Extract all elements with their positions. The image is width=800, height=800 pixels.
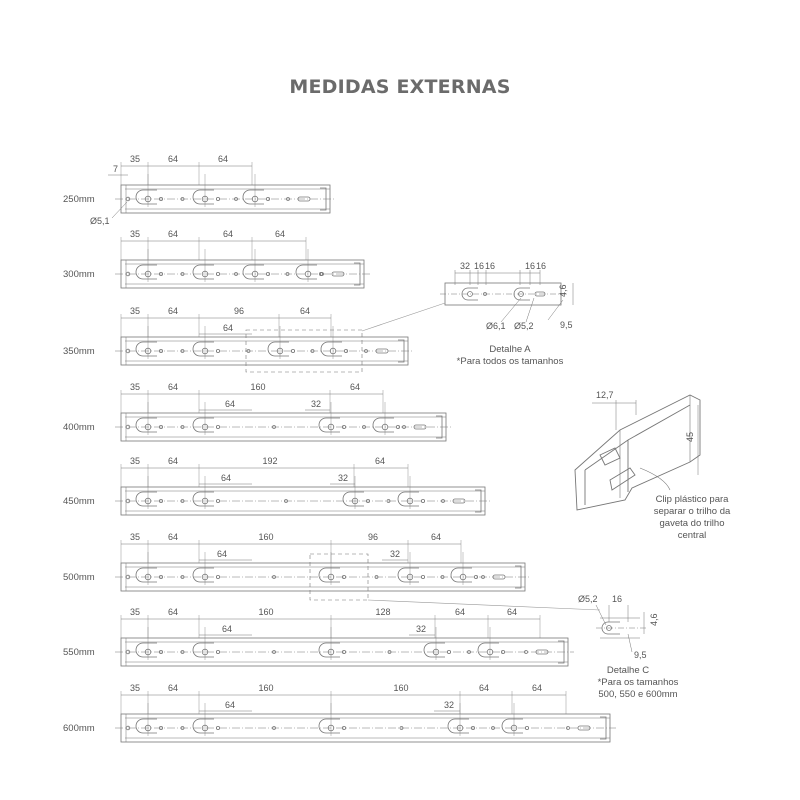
profile-dim-127: 12,7 xyxy=(596,390,614,400)
detail-a-hole-52: Ø5,2 xyxy=(514,321,534,331)
rail-dim-label: 35 xyxy=(129,607,141,617)
profile-caption-3: gaveta do trilho xyxy=(659,518,725,529)
rail-300mm xyxy=(115,237,370,288)
rail-size-label: 550mm xyxy=(63,647,95,658)
rail-dim-label: 35 xyxy=(129,382,141,392)
detail-c-leader-2 xyxy=(628,634,632,652)
clip-leader xyxy=(640,468,670,490)
detail-a-dim-95: 9,5 xyxy=(560,320,573,330)
rail-subdim-label: 32 xyxy=(389,549,401,559)
detail-c-note-1: *Para os tamanhos xyxy=(597,677,679,688)
rail-dim-label: 160 xyxy=(250,382,266,392)
detail-a-dim-16c: 16 xyxy=(525,261,536,271)
detail-c-label: Detalhe C xyxy=(606,665,650,676)
rail-400mm xyxy=(115,390,452,441)
rail-450mm xyxy=(115,464,491,515)
rail-dim-label: 64 xyxy=(454,607,466,617)
rail-subdim-label: 32 xyxy=(415,624,427,634)
rail-dim-label: 35 xyxy=(129,154,141,164)
page-title: MEDIDAS EXTERNAS xyxy=(289,76,511,98)
rail-subdim-label: 64 xyxy=(224,700,236,710)
rail-dim-label: 64 xyxy=(167,607,179,617)
rail-size-label: 600mm xyxy=(63,723,95,734)
rail-dim-label: 64 xyxy=(349,382,361,392)
detail-c-dim-46: 4,6 xyxy=(649,613,659,626)
profile-caption-2: separar o trilho da xyxy=(653,506,731,517)
rail-size-label: 300mm xyxy=(63,269,95,280)
rail-subdim-label: 64 xyxy=(222,323,234,333)
rail-dim-label: 64 xyxy=(167,456,179,466)
rail-dim-label: 64 xyxy=(430,532,442,542)
rail-size-label: 350mm xyxy=(63,346,95,357)
detail-a-dim-46: 4,6 xyxy=(558,284,568,297)
profile-outline xyxy=(575,395,700,510)
rail-dim-label: 160 xyxy=(258,607,274,617)
rail-dim-label: 64 xyxy=(478,683,490,693)
rail-dim-label: 35 xyxy=(129,683,141,693)
rails-layer xyxy=(63,154,616,742)
detail-a-dim-16b: 16 xyxy=(485,261,496,271)
rail-dim-label: 160 xyxy=(258,683,274,693)
rail-dim-label: 96 xyxy=(367,532,379,542)
rail-dim-label: 35 xyxy=(129,456,141,466)
detail-c-hole-52: Ø5,2 xyxy=(578,594,598,604)
rail-subdim-label: 64 xyxy=(220,473,232,483)
rail-subdim-label: 64 xyxy=(216,549,228,559)
rail-subdim-label: 32 xyxy=(443,700,455,710)
rail-dim-label: 64 xyxy=(374,456,386,466)
rail-dim-label: 64 xyxy=(274,229,286,239)
detail-c-dim-16: 16 xyxy=(612,594,623,604)
rail-size-label: 250mm xyxy=(63,194,95,205)
rail-dim-label: 64 xyxy=(167,532,179,542)
rail-dim-label: 64 xyxy=(167,154,179,164)
rail-hole-label: Ø5,1 xyxy=(90,216,110,226)
detail-a-dim-16d: 16 xyxy=(536,261,547,271)
rail-dim-label: 35 xyxy=(129,229,141,239)
rail-550mm xyxy=(115,615,574,666)
detail-a-dim-32: 32 xyxy=(460,261,471,271)
rail-500mm xyxy=(115,540,531,600)
rail-600mm xyxy=(115,691,616,742)
detail-a-dim-16a: 16 xyxy=(474,261,485,271)
detail-a-hole-61: Ø6,1 xyxy=(486,321,506,331)
profile-caption-4: central xyxy=(677,530,707,541)
rail-250mm xyxy=(115,162,336,213)
profile-clip xyxy=(610,468,635,490)
detail-c-leader xyxy=(596,605,606,625)
rail-size-label: 450mm xyxy=(63,496,95,507)
rail-dim-label: 64 xyxy=(167,683,179,693)
rail-subdim-label: 64 xyxy=(224,399,236,409)
rail-subdim-label: 32 xyxy=(310,399,322,409)
rail-dim-label: 64 xyxy=(167,382,179,392)
detail-c xyxy=(596,605,648,652)
rail-dim-label: 64 xyxy=(506,607,518,617)
rail-size-label: 400mm xyxy=(63,422,95,433)
detail-a-leader-1 xyxy=(501,298,521,322)
rail-size-label: 500mm xyxy=(63,572,95,583)
detail-a-note: *Para todos os tamanhos xyxy=(456,356,564,367)
rail-dim-label: 96 xyxy=(233,306,245,316)
detail-a-label: Detalhe A xyxy=(489,344,531,355)
rail-dim-label: 128 xyxy=(375,607,391,617)
rail-dim-label: 64 xyxy=(222,229,234,239)
rail-dim-label: 64 xyxy=(167,306,179,316)
rail-dim-label: 160 xyxy=(258,532,274,542)
rail-dim-label: 64 xyxy=(299,306,311,316)
profile-top xyxy=(600,448,620,465)
rail-hole-leader xyxy=(112,202,127,218)
rail-subdim-label: 32 xyxy=(337,473,349,483)
rail-dim-label: 35 xyxy=(129,532,141,542)
rail-dim-label: 64 xyxy=(217,154,229,164)
rail-dim-label: 64 xyxy=(531,683,543,693)
rail-offset-label: 7 xyxy=(113,164,119,174)
detail-c-dim-95: 9,5 xyxy=(634,650,647,660)
rail-350mm xyxy=(115,314,414,372)
profile-caption-1: Clip plástico para xyxy=(655,494,729,505)
profile-dim-45: 45 xyxy=(685,431,695,442)
rail-subdim-label: 64 xyxy=(221,624,233,634)
detail-a xyxy=(440,270,573,322)
detail-c-note-2: 500, 550 e 600mm xyxy=(598,689,678,700)
rail-dim-label: 160 xyxy=(393,683,409,693)
detail-a-leader-3 xyxy=(548,300,563,320)
detail-a-leader-2 xyxy=(526,298,534,322)
rail-profile xyxy=(575,395,700,510)
detail-c-connector xyxy=(368,600,600,610)
detail-a-connector-1 xyxy=(362,303,445,331)
rail-dim-label: 64 xyxy=(167,229,179,239)
rail-dim-label: 192 xyxy=(262,456,278,466)
rail-dim-label: 35 xyxy=(129,306,141,316)
